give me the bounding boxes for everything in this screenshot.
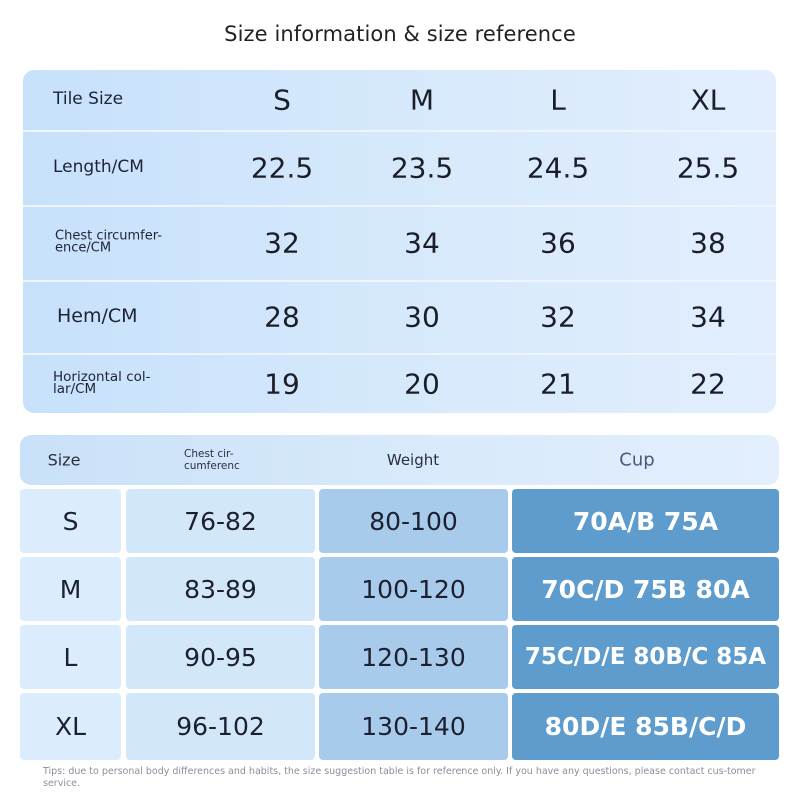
table-cell-cup: 70C/D 75B 80A xyxy=(512,557,779,621)
row-label: Length/CM xyxy=(53,157,144,178)
table-cell-size: L xyxy=(20,625,121,689)
row-label: Horizontal col-lar/CM xyxy=(53,368,151,398)
tips-note: Tips: due to personal body differences and habits, the size suggestion table is for reference only. If you have any questions, please contact cus-tomer service. xyxy=(43,766,756,789)
size-header-m: M xyxy=(409,83,435,117)
table-cell-weight: 100-120 xyxy=(319,557,508,621)
table-cell-chest: 90-95 xyxy=(126,625,315,689)
row-label: Chest circumfer-ence/CM xyxy=(55,228,162,256)
table-cell: 34 xyxy=(690,300,726,334)
table-cell: 32 xyxy=(540,300,576,334)
table-cell: 34 xyxy=(404,226,440,260)
chest-row xyxy=(23,206,776,280)
table-cell: 36 xyxy=(540,226,576,260)
size-header-xl: XL xyxy=(690,83,726,117)
table-cell-cup: 80D/E 85B/C/D xyxy=(512,693,779,760)
table-cell: 19 xyxy=(264,367,300,400)
table-cell-size: M xyxy=(20,557,121,621)
header-label: Tile Size xyxy=(53,89,124,110)
table-cell-chest: 96-102 xyxy=(126,693,315,760)
table-cell-cup: 75C/D/E 80B/C 85A xyxy=(512,625,779,689)
table-cell: 24.5 xyxy=(526,151,590,185)
size-header-s: S xyxy=(273,83,291,117)
row-label: Hem/CM xyxy=(57,305,138,328)
table-cell-weight: 120-130 xyxy=(319,625,508,689)
column-header-size: Size xyxy=(47,450,81,470)
table-cell-weight: 130-140 xyxy=(319,693,508,760)
table-cell: 28 xyxy=(264,300,300,334)
table-cell-size: S xyxy=(20,489,121,553)
length-row xyxy=(23,131,776,205)
hem-row xyxy=(23,281,776,353)
reference-table-header xyxy=(20,435,779,485)
table-cell: 32 xyxy=(264,226,300,260)
size-header-l: L xyxy=(550,83,566,117)
table-cell: 20 xyxy=(404,367,440,400)
column-header-chest: Chest cir-cumferenc xyxy=(184,447,240,472)
table-cell: 38 xyxy=(690,226,726,260)
table-cell-weight: 80-100 xyxy=(319,489,508,553)
table-cell: 21 xyxy=(540,367,576,400)
table-cell-size: XL xyxy=(20,693,121,760)
measurement-header-row xyxy=(23,70,776,130)
table-cell-chest: 83-89 xyxy=(126,557,315,621)
table-cell: 30 xyxy=(404,300,440,334)
table-cell: 22 xyxy=(690,367,726,400)
column-header-cup: Cup xyxy=(619,449,655,471)
measurement-table xyxy=(23,70,776,413)
table-cell-chest: 76-82 xyxy=(126,489,315,553)
table-cell: 23.5 xyxy=(390,151,454,185)
column-header-weight: Weight xyxy=(386,451,440,469)
table-cell-cup: 70A/B 75A xyxy=(512,489,779,553)
table-cell: 22.5 xyxy=(250,151,314,185)
page-title: Size information & size reference xyxy=(224,22,576,46)
collar-row xyxy=(23,354,776,413)
table-cell: 25.5 xyxy=(676,151,740,185)
